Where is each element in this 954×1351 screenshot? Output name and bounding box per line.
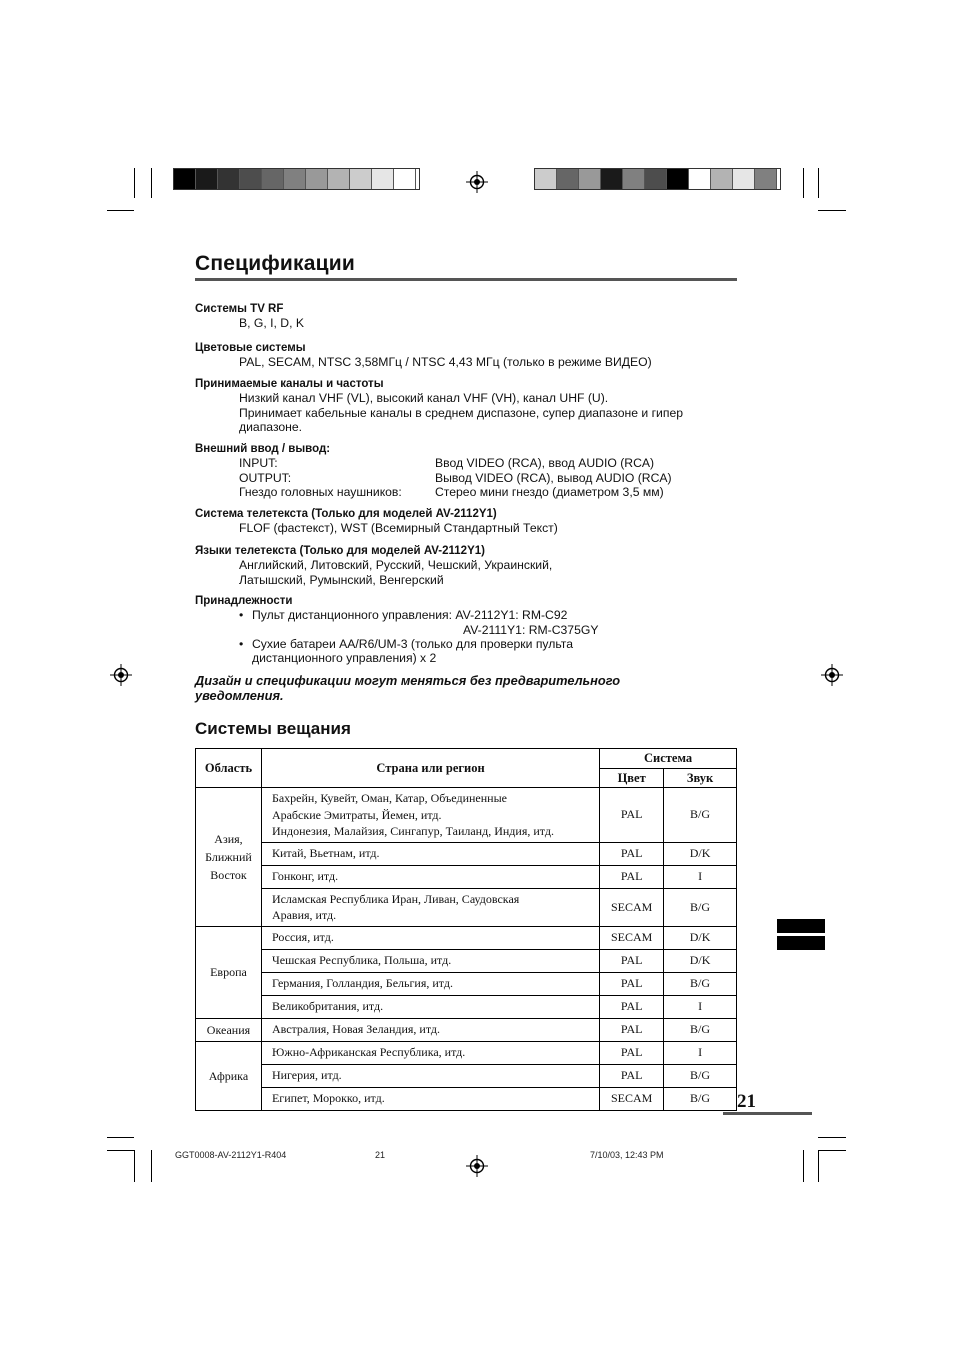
calibration-swatch — [394, 169, 416, 189]
country-cell: Китай, Вьетнам, итд. — [261, 842, 599, 865]
sound-system-cell: B/G — [664, 788, 737, 843]
spec-key: INPUT: — [239, 456, 278, 471]
color-system-cell: PAL — [600, 972, 664, 995]
sound-system-cell: B/G — [664, 1018, 737, 1041]
country-cell: Австралия, Новая Зеландия, итд. — [261, 1018, 599, 1041]
spec-value: Пульт дистанционного управления: AV-2112Y1: RM-C92 — [252, 608, 568, 623]
spec-heading: Система телетекста (Только для моделей AV-2112Y1) — [195, 508, 497, 520]
footer-date: 7/10/03, 12:43 PM — [590, 1150, 664, 1160]
header-sound: Звук — [664, 769, 737, 788]
table-row — [196, 888, 737, 926]
calibration-swatch — [623, 169, 645, 189]
list-item — [195, 608, 755, 622]
spec-heading: Языки телетекста (Только для моделей AV-2112Y1) — [195, 545, 485, 557]
spec-heading: Принадлежности — [195, 595, 293, 607]
country-cell: Великобритания, итд. — [261, 995, 599, 1018]
table-row — [196, 926, 737, 949]
registration-mark-icon — [110, 664, 132, 686]
footer-page: 21 — [375, 1150, 386, 1160]
color-system-cell: PAL — [600, 949, 664, 972]
calibration-swatch — [579, 169, 601, 189]
sound-system-cell: B/G — [664, 1087, 737, 1110]
footer-code: GGT0008-AV-2112Y1-R404 — [175, 1150, 287, 1160]
color-system-cell: PAL — [600, 995, 664, 1018]
spec-value: Вывод VIDEO (RCA), вывод AUDIO (RCA) — [435, 470, 672, 485]
table-row — [196, 865, 737, 888]
area-cell: Океания — [196, 1018, 262, 1041]
calibration-swatch — [174, 169, 196, 189]
spec-value: Низкий канал VHF (VL), высокий канал VHF (VH), канал UHF (U). — [239, 391, 609, 406]
area-cell: Африка — [196, 1041, 262, 1110]
country-cell: Россия, итд. — [261, 926, 599, 949]
country-cell: Бахрейн, Кувейт, Оман, Катар, Объединенные Арабские Эмитраты, Йемен, итд. Индонезия, Малайзия, Сингапур, Таиланд, Индия, итд. — [261, 788, 599, 843]
crop-mark — [151, 1150, 152, 1182]
broadcast-systems-table — [195, 748, 737, 1111]
crop-mark — [107, 1137, 134, 1138]
spec-heading: Внешний ввод / вывод: — [195, 443, 331, 455]
table-row — [196, 788, 737, 843]
calibration-swatch — [755, 169, 777, 189]
disclaimer-note: Дизайн и спецификации могут меняться без предварительного уведомления. — [195, 673, 621, 703]
table-row — [196, 1041, 737, 1064]
country-cell: Чешская Республика, Польша, итд. — [261, 949, 599, 972]
spec-value: Стерео мини гнездо (диаметром 3,5 мм) — [435, 484, 664, 499]
spec-value: диапазоне. — [239, 419, 303, 434]
bullet-icon: • — [239, 636, 244, 651]
color-system-cell: SECAM — [600, 926, 664, 949]
sound-system-cell: D/K — [664, 949, 737, 972]
color-system-cell: PAL — [600, 865, 664, 888]
sound-system-cell: D/K — [664, 842, 737, 865]
calibration-swatch — [711, 169, 733, 189]
spec-io — [195, 442, 755, 499]
spec-value: FLOF (фастекст), WST (Всемирный Стандартный Текст) — [239, 521, 558, 536]
section-tab-marker — [777, 936, 825, 950]
table-row — [196, 1064, 737, 1087]
spec-value: Ввод VIDEO (RCA), ввод AUDIO (RCA) — [435, 456, 655, 471]
calibration-swatch — [196, 169, 218, 189]
page-number-rule — [723, 1112, 812, 1115]
country-cell: Нигерия, итд. — [261, 1064, 599, 1087]
spec-value: Сухие батареи AA/R6/UM-3 (только для проверки пульта — [252, 636, 573, 651]
area-cell: Европа — [196, 926, 262, 1018]
registration-mark-icon — [821, 664, 843, 686]
area-cell: Азия, Ближний Восток — [196, 788, 262, 927]
list-item-continuation — [195, 651, 755, 665]
spec-value: AV-2111Y1: RM-C375GY — [463, 622, 599, 637]
calibration-swatch — [328, 169, 350, 189]
calibration-swatch — [284, 169, 306, 189]
country-cell: Южно-Африканская Республика, итд. — [261, 1041, 599, 1064]
crop-mark — [803, 1150, 804, 1182]
spec-channels — [195, 377, 755, 434]
calibration-bar-left — [173, 168, 420, 190]
table-row — [196, 842, 737, 865]
color-system-cell: PAL — [600, 788, 664, 843]
crop-mark — [134, 168, 135, 198]
spec-value: Принимает кабельные каналы в среднем диспазоне, супер диапазоне и гипер — [239, 405, 684, 420]
crop-mark — [151, 168, 152, 198]
crop-mark — [107, 1150, 134, 1151]
sound-system-cell: I — [664, 865, 737, 888]
calibration-swatch — [350, 169, 372, 189]
spec-value: B, G, I, D, K — [239, 316, 305, 331]
spec-teletext-languages — [195, 544, 755, 587]
calibration-swatch — [306, 169, 328, 189]
color-system-cell: PAL — [600, 1041, 664, 1064]
crop-mark — [818, 168, 819, 198]
spec-value: Английский, Литовский, Русский, Чешский, Украинский, — [239, 558, 553, 573]
calibration-swatch — [240, 169, 262, 189]
header-area: Область — [196, 749, 262, 788]
crop-mark — [818, 1150, 819, 1182]
spec-row — [195, 485, 755, 499]
calibration-swatch — [667, 169, 689, 189]
country-cell: Гонконг, итд. — [261, 865, 599, 888]
calibration-swatch — [733, 169, 755, 189]
spec-accessories — [195, 594, 755, 665]
spec-value: PAL, SECAM, NTSC 3,58МГц / NTSC 4,43 МГц (только в режиме ВИДЕО) — [239, 355, 652, 370]
title-rule — [195, 278, 737, 281]
registration-mark-icon — [466, 171, 488, 193]
table-row — [196, 972, 737, 995]
table-row — [196, 1087, 737, 1110]
calibration-swatch — [689, 169, 711, 189]
spec-value: Латышский, Румынский, Венгерский — [239, 572, 444, 587]
header-system: Система — [600, 749, 737, 769]
color-system-cell: PAL — [600, 1064, 664, 1087]
spec-teletext — [195, 507, 755, 536]
crop-mark — [803, 168, 804, 198]
sound-system-cell: I — [664, 995, 737, 1018]
page-title: Спецификации — [195, 252, 355, 275]
list-item — [195, 637, 755, 651]
spec-heading: Системы TV RF — [195, 303, 284, 315]
spec-row — [195, 471, 755, 485]
spec-tv-rf — [195, 302, 755, 331]
spec-row — [195, 456, 755, 470]
spec-value: дистанционного управления) x 2 — [252, 651, 437, 666]
color-system-cell: SECAM — [600, 1087, 664, 1110]
calibration-swatch — [535, 169, 557, 189]
calibration-swatch — [218, 169, 240, 189]
section-tab-marker — [777, 919, 825, 933]
calibration-swatch — [262, 169, 284, 189]
spec-color-systems — [195, 341, 755, 370]
crop-mark — [818, 1137, 846, 1138]
country-cell: Исламская Республика Иран, Ливан, Саудовская Аравия, итд. — [261, 888, 599, 926]
color-system-cell: PAL — [600, 1018, 664, 1041]
bullet-icon: • — [239, 608, 244, 623]
sound-system-cell: B/G — [664, 888, 737, 926]
table-row — [196, 995, 737, 1018]
calibration-swatch — [372, 169, 394, 189]
spec-key: OUTPUT: — [239, 470, 292, 485]
page-number: 21 — [737, 1091, 756, 1112]
crop-mark — [107, 210, 134, 211]
sound-system-cell: I — [664, 1041, 737, 1064]
country-cell: Германия, Голландия, Бельгия, итд. — [261, 972, 599, 995]
table-row — [196, 1018, 737, 1041]
calibration-swatch — [645, 169, 667, 189]
header-color: Цвет — [600, 769, 664, 788]
spec-heading: Цветовые системы — [195, 342, 306, 354]
sound-system-cell: B/G — [664, 972, 737, 995]
crop-mark — [818, 1150, 846, 1151]
section-title: Системы вещания — [195, 719, 351, 738]
table-row — [196, 949, 737, 972]
spec-heading: Принимаемые каналы и частоты — [195, 378, 384, 390]
color-system-cell: SECAM — [600, 888, 664, 926]
calibration-bar-right — [534, 168, 781, 190]
header-country: Страна или регион — [261, 749, 599, 788]
color-system-cell: PAL — [600, 842, 664, 865]
crop-mark — [134, 1150, 135, 1182]
sound-system-cell: B/G — [664, 1064, 737, 1087]
crop-mark — [818, 210, 846, 211]
spec-key: Гнездо головных наушников: — [239, 484, 402, 499]
registration-mark-icon — [466, 1155, 488, 1177]
calibration-swatch — [601, 169, 623, 189]
country-cell: Египет, Морокко, итд. — [261, 1087, 599, 1110]
calibration-swatch — [557, 169, 579, 189]
sound-system-cell: D/K — [664, 926, 737, 949]
